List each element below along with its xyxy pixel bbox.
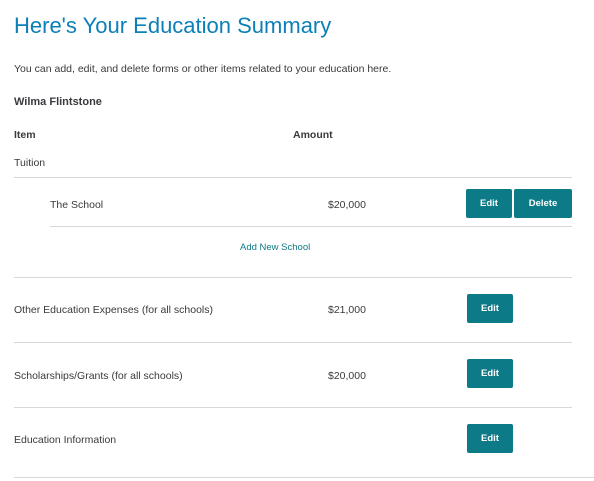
school-amount: $20,000 xyxy=(328,199,366,211)
tuition-label: Tuition xyxy=(14,157,46,169)
edit-other-expenses-button[interactable]: Edit xyxy=(467,294,513,323)
row-label-scholarships: Scholarships/Grants (for all schools) xyxy=(14,370,183,382)
edit-school-button[interactable]: Edit xyxy=(466,189,512,218)
page-intro: You can add, edit, and delete forms or other items related to your education here. xyxy=(14,63,392,75)
delete-school-button[interactable]: Delete xyxy=(514,189,572,218)
divider xyxy=(14,177,572,178)
divider xyxy=(14,342,572,343)
column-header-amount: Amount xyxy=(293,129,333,141)
divider xyxy=(50,226,572,227)
add-new-school-link[interactable]: Add New School xyxy=(240,242,311,253)
row-amount-other-expenses: $21,000 xyxy=(328,304,366,316)
edit-scholarships-button[interactable]: Edit xyxy=(467,359,513,388)
school-name: The School xyxy=(50,199,104,211)
divider xyxy=(14,407,572,408)
row-label-education-information: Education Information xyxy=(14,434,117,446)
divider xyxy=(14,477,594,478)
row-amount-scholarships: $20,000 xyxy=(328,370,366,382)
edit-education-information-button[interactable]: Edit xyxy=(467,424,513,453)
row-label-other-expenses: Other Education Expenses (for all schools) xyxy=(14,304,214,316)
divider xyxy=(14,277,572,278)
student-name: Wilma Flintstone xyxy=(14,96,102,108)
column-header-item: Item xyxy=(14,129,36,141)
page-title: Here's Your Education Summary xyxy=(14,13,332,38)
